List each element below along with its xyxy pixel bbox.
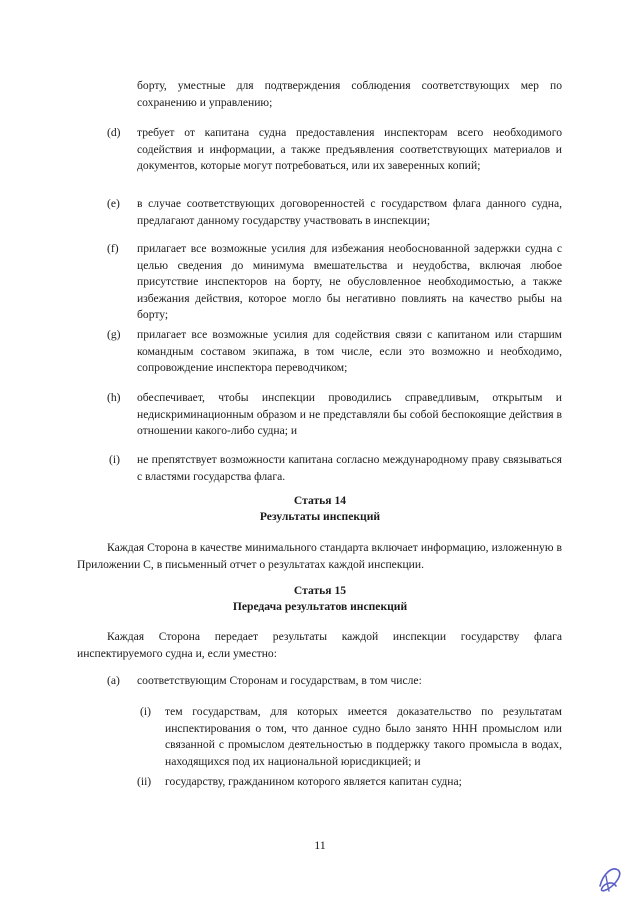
page-number: 11	[314, 838, 326, 852]
article-15-a-ii-marker: (ii)	[137, 775, 152, 788]
article-15-a-text: соответствующим Сторонам и государствам, в том числе:	[137, 674, 422, 687]
item-h-text: обеспечивает, чтобы инспекции проводились справедливым, открытым и недискриминационным образом и не представляли бы собой беспокоящие действия в отношении какого-либо судна; и	[137, 391, 562, 437]
item-d-marker: (d)	[107, 126, 121, 139]
item-g-text: прилагает все возможные усилия для содействия связи с капитаном или старшим командным составом экипажа, в том числе, если это возможно и необходимо, сопровождение инспектора переводчиком;	[137, 328, 562, 374]
item-c-continuation: борту, уместные для подтверждения соблюдения соответствующих мер по сохранению и управлению;	[137, 79, 562, 109]
article-15-text: Каждая Сторона передает результаты каждой инспекции государству флага инспектируемого судна и, если уместно:	[77, 630, 562, 660]
article-15-a-i-marker: (i)	[140, 705, 151, 718]
article-15-a-i-text: тем государствам, для которых имеется доказательство по результатам инспектирования о том, что данное судно было занято ННН промыслом или связанной с промыслом деятельностью в поддержку такого промысла в водах, находящихся под их национальной юрисдикцией; и	[165, 705, 562, 768]
item-d-text: требует от капитана судна предоставления инспекторам всего необходимого содействия и информации, а также предъявления соответствующих материалов и документов, которые могут потребоваться, или их заверенных копий;	[137, 126, 562, 172]
item-e-text: в случае соответствующих договоренностей с государством флага данного судна, предлагают данному государству участвовать в инспекции;	[137, 197, 562, 227]
article-15-a-marker: (a)	[107, 674, 120, 687]
article-14-text: Каждая Сторона в качестве минимального стандарта включает информацию, изложенную в Приложении С, в письменный отчет о результатах каждой инспекции.	[77, 541, 562, 571]
item-f-marker: (f)	[107, 242, 119, 255]
article-15-a-ii-text: государству, гражданином которого является капитан судна;	[165, 775, 462, 788]
item-g-marker: (g)	[107, 328, 121, 341]
article-14-title: Результаты инспекций	[259, 510, 381, 523]
item-f-text: прилагает все возможные усилия для избежания необоснованной задержки судна с целью сведения до минимума вмешательства и неудобства, включая любое присутствие инспекторов на борту, не обусловленное необходимостью, а также избежания действия, которое могло бы негативно повлиять на качество рыбы на борту;	[137, 242, 562, 321]
article-15-number: Статья 15	[293, 584, 347, 597]
item-h-marker: (h)	[107, 391, 121, 404]
item-i-text: не препятствует возможности капитана согласно международному праву связываться с властями государства флага.	[137, 453, 562, 483]
article-14-number: Статья 14	[293, 494, 347, 507]
article-15-title: Передача результатов инспекций	[232, 600, 408, 613]
item-e-marker: (e)	[107, 197, 120, 210]
item-i-marker: (i)	[109, 453, 120, 466]
handwritten-initials-mark	[594, 862, 626, 896]
